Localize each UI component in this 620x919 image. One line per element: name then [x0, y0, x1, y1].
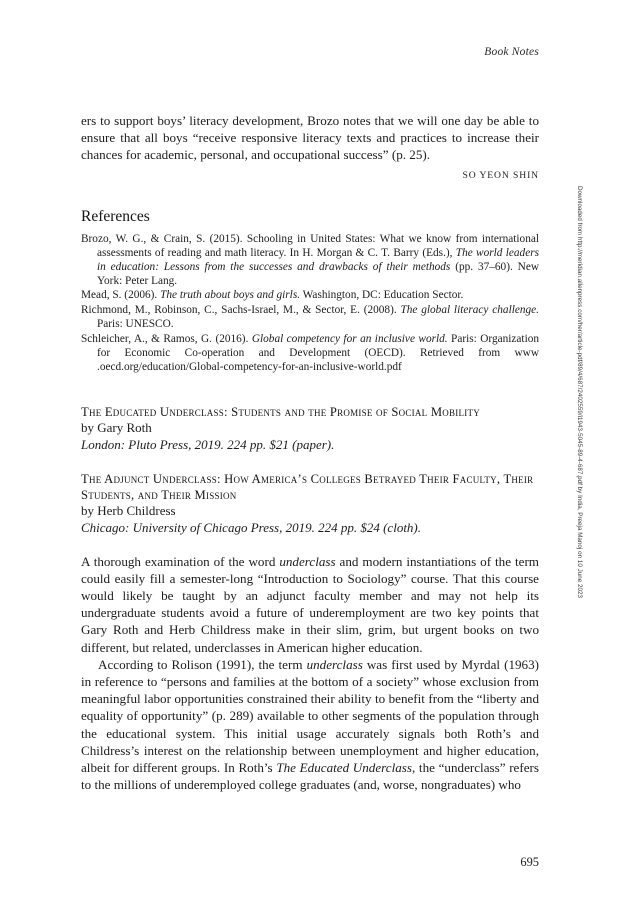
italic-run: The world leaders in education: Lessons from the successes and drawbacks of their methods [97, 246, 539, 273]
book-author: by Herb Childress [81, 503, 176, 519]
page-number: 695 [520, 855, 539, 869]
text-run: Paris: UNESCO. [97, 318, 174, 331]
text-run: Richmond, M., Robinson, C., Sachs-Israel, M., & Sector, E. (2008). [81, 304, 401, 317]
review-paragraph [81, 656, 539, 794]
italic-run: Global competency for an inclusive world. [251, 332, 448, 345]
book-entries [81, 404, 539, 537]
italic-run: The truth about boys and girls. [160, 289, 301, 302]
text-run: and modern instantiations of the term could easily fill a semester-long “Introduction to Sociology” course. That this course would likely be taught by an adjunct faculty member and may not help its undergraduate students avoid a future of underemployment are two key points that Gary Roth and Herb Childress make in their slim, grim, but urgent books on two different, but related, underclasses in American higher education. [81, 553, 539, 655]
reviewer-attribution: SO YEON SHIN [462, 169, 539, 181]
text-run: Mead, S. (2006). [81, 289, 161, 302]
text-run: , the “underclass” refers to the millions of underemployed college graduates (and, worse, nongraduates) who [81, 760, 539, 793]
book-publication: Chicago: University of Chicago Press, 2019. 224 pp. $24 (cloth). [81, 520, 422, 536]
review-body [81, 553, 539, 794]
book-entry [81, 404, 539, 454]
reference-item [81, 303, 539, 331]
italic-run: The global literacy challenge. [400, 304, 539, 317]
book-author: by Gary Roth [81, 420, 152, 436]
review-paragraph [81, 553, 539, 656]
reference-item [81, 288, 539, 302]
reference-item [81, 232, 539, 288]
book-entry [81, 471, 539, 537]
italic-run: underclass [279, 553, 336, 569]
text-column [81, 112, 539, 793]
text-run: Paris: Organization for Economic Co-operation and Development (OECD). Retrieved from www .oecd.org/education/Global-competency-for-an-inclusive-world.pdf [97, 332, 540, 373]
text-run: was first used by Myrdal (1963) in reference to “persons and families at the bottom of a society” whose exclusion from meaningful labor opportunities constrained their ability to benefit from the “liberty and equality of opportunity” (p. 289) available to other segments of the population through the educational system. This initial usage accurately signals both Roth’s and Childress’s interest on the relationship between unemployment and higher education, albeit for different groups. In Roth’s [81, 656, 539, 776]
book-title: The Educated Underclass: Students and the Promise of Social Mobility [81, 405, 481, 420]
references-heading: References [81, 207, 150, 225]
text-run: Brozo, W. G., & Crain, S. (2015). Schooling in United States: What we know from international assessments of reading and math literacy. In H. Morgan & C. T. Barry (Eds.), [81, 232, 539, 259]
reference-list [81, 232, 539, 374]
text-run: (pp. 37–60). New York: Peter Lang. [97, 260, 539, 287]
italic-run: underclass [306, 656, 363, 672]
continued-paragraph: ers to support boys’ literacy development, Brozo notes that we will one day be able to ensure that all boys “receive responsive literacy texts and practices to increase their chances for academic, personal, and occupational success” (p. 25). [81, 113, 539, 163]
book-title: The Adjunct Underclass: How America’s Colleges Betrayed Their Faculty, Their Students, and Their Mission [81, 471, 534, 503]
text-run: Washington, DC: Education Sector. [300, 289, 464, 302]
italic-run: The Educated Underclass [276, 760, 412, 776]
reference-item [81, 332, 539, 374]
text-run: According to Rolison (1991), the term [98, 656, 307, 672]
running-head: Book Notes [484, 46, 539, 58]
text-run: Schleicher, A., & Ramos, G. (2016). [81, 332, 252, 345]
text-run: A thorough examination of the word [81, 553, 280, 569]
book-publication: London: Pluto Press, 2019. 224 pp. $21 (paper). [81, 437, 335, 453]
download-watermark: Downloaded from http://meridian.allenpress.com/her/article-pdf/89/4/687/2402559/i1943-5045-89-4-687.pdf by India, Preeja Manoj on 10 June 2023 [576, 186, 583, 598]
